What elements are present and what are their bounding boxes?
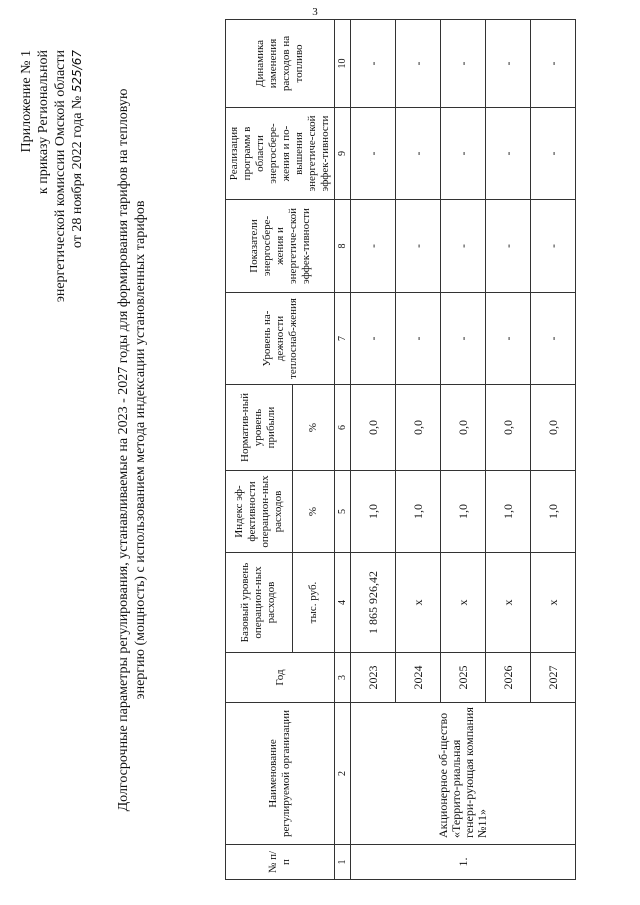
efficiency-index-cell: 1,0	[531, 471, 576, 553]
row-number-cell: 1.	[351, 845, 576, 880]
profit-level-cell: 0,0	[351, 385, 396, 471]
year-cell: 2026	[486, 653, 531, 703]
unit-profit-level: %	[292, 385, 334, 471]
header-programs: Реализация программ в области энергосбере-жения и по-вышения энергетиче-ской эффек-тивности	[226, 108, 335, 200]
fuel-dynamics-cell: -	[396, 20, 441, 108]
landscape-content	[10, 10, 620, 890]
energy-indicators-cell: -	[531, 200, 576, 293]
fuel-dynamics-cell: -	[441, 20, 486, 108]
unit-base-level: тыс. руб.	[292, 553, 334, 653]
table-row	[351, 20, 396, 880]
profit-level-cell: 0,0	[441, 385, 486, 471]
base-level-cell: x	[441, 553, 486, 653]
efficiency-index-cell: 1,0	[441, 471, 486, 553]
programs-cell: -	[351, 108, 396, 200]
energy-indicators-cell: -	[486, 200, 531, 293]
appendix-header	[18, 50, 86, 410]
energy-indicators-cell: -	[351, 200, 396, 293]
reliability-cell: -	[531, 293, 576, 385]
header-year: Год	[226, 653, 335, 703]
header-reliability: Уровень на-дежности теплоснаб-жения	[226, 293, 335, 385]
column-number: 3	[335, 653, 351, 703]
column-number: 4	[335, 553, 351, 653]
reliability-cell: -	[486, 293, 531, 385]
unit-efficiency-index: %	[292, 471, 334, 553]
column-number: 6	[335, 385, 351, 471]
reliability-cell: -	[396, 293, 441, 385]
efficiency-index-cell: 1,0	[486, 471, 531, 553]
column-number: 1	[335, 845, 351, 880]
reliability-cell: -	[351, 293, 396, 385]
year-cell: 2023	[351, 653, 396, 703]
year-cell: 2025	[441, 653, 486, 703]
parameters-table	[225, 19, 576, 880]
column-number: 7	[335, 293, 351, 385]
header-num: № п/п	[226, 845, 335, 880]
order-number-handwritten: 525/67	[70, 50, 84, 93]
header-organization: Наименование регулируемой организации	[226, 703, 335, 845]
page-number: 3	[312, 6, 318, 18]
year-cell: 2027	[531, 653, 576, 703]
base-level-cell: x	[396, 553, 441, 653]
column-number: 5	[335, 471, 351, 553]
profit-level-cell: 0,0	[396, 385, 441, 471]
fuel-dynamics-cell: -	[486, 20, 531, 108]
efficiency-index-cell: 1,0	[396, 471, 441, 553]
organization-cell: Акционерное об-щество «Террито-риальная генери-рующая компания №11»	[351, 703, 576, 845]
profit-level-cell: 0,0	[531, 385, 576, 471]
base-level-cell: x	[531, 553, 576, 653]
reliability-cell: -	[441, 293, 486, 385]
energy-indicators-cell: -	[396, 200, 441, 293]
efficiency-index-cell: 1,0	[351, 471, 396, 553]
year-cell: 2024	[396, 653, 441, 703]
profit-level-cell: 0,0	[486, 385, 531, 471]
header-efficiency-index: Индекс эф-фективности операцион-ных расходов	[226, 471, 293, 553]
appendix-date-line	[69, 50, 86, 410]
programs-cell: -	[396, 108, 441, 200]
appendix-date-text: от 28 ноября 2022 года №	[70, 95, 85, 249]
column-number: 2	[335, 703, 351, 845]
energy-indicators-cell: -	[441, 200, 486, 293]
title-line-2: энергию (мощность) с использованием метода индексации установленных тарифов	[133, 200, 148, 700]
header-energy-indicators: Показатели энергосбере-жения и энергетиче-ской эффек-тивности	[226, 200, 335, 293]
programs-cell: -	[531, 108, 576, 200]
column-number: 10	[335, 20, 351, 108]
programs-cell: -	[486, 108, 531, 200]
title-line-1: Долгосрочные параметры регулирования, устанавливаемые на 2023 - 2027 годы для формирования тарифов на тепловую	[116, 88, 131, 812]
header-profit-level: Норматив-ный уровень прибыли	[226, 385, 293, 471]
base-level-cell: 1 865 926,42	[351, 553, 396, 653]
column-number: 8	[335, 200, 351, 293]
column-number: 9	[335, 108, 351, 200]
header-base-level: Базовый уровень операцион-ных расходов	[226, 553, 293, 653]
base-level-cell: x	[486, 553, 531, 653]
fuel-dynamics-cell: -	[351, 20, 396, 108]
programs-cell: -	[441, 108, 486, 200]
header-fuel-dynamics: Динамика изменения расходов на топливо	[226, 20, 335, 108]
document-title	[115, 20, 149, 880]
appendix-order-line: к приказу Региональной	[36, 50, 51, 195]
fuel-dynamics-cell: -	[531, 20, 576, 108]
appendix-title: Приложение № 1	[19, 50, 34, 153]
appendix-commission-line: энергетической комиссии Омской области	[53, 50, 68, 303]
